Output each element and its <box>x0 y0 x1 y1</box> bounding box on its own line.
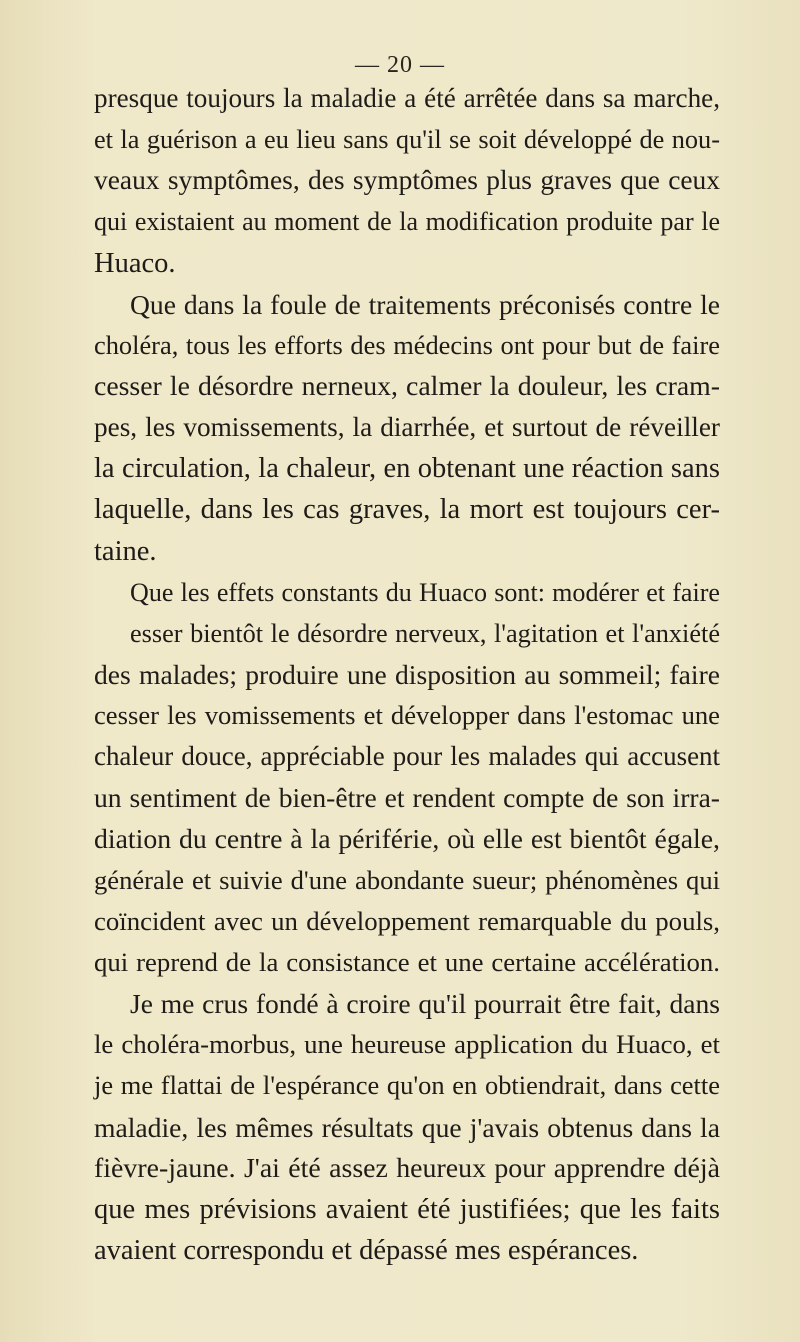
text-line: Que dans la foule de traitements préconisés contre le <box>130 288 720 320</box>
text-line: taine. <box>94 535 157 567</box>
text-line: cesser les vomissements et développer dans l'estomac une <box>94 700 720 731</box>
text-line: cesser le désordre nerneux, calmer la douleur, les cram- <box>94 370 720 402</box>
text-line: diation du centre à la périférie, où elle est bientôt égale, <box>94 823 720 855</box>
text-line: des malades; produire une disposition au sommeil; faire <box>94 658 720 690</box>
text-line: qui existaient au moment de la modification produite par le <box>94 207 720 237</box>
text-line: la circulation, la chaleur, en obtenant une réaction sans <box>94 453 720 485</box>
text-line: fièvre-jaune. J'ai été assez heureux pour apprendre déjà <box>94 1152 720 1184</box>
text-line: que mes prévisions avaient été justifiées; que les faits <box>94 1193 720 1225</box>
text-line: laquelle, dans les cas graves, la mort est toujours cer- <box>94 494 720 526</box>
text-line: chaleur douce, appréciable pour les malades qui accusent <box>94 741 720 772</box>
text-line: Huaco. <box>94 247 176 279</box>
text-line: Je me crus fondé à croire qu'il pourrait être fait, dans <box>130 988 720 1020</box>
text-line: veaux symptômes, des symptômes plus graves que ceux <box>94 165 720 196</box>
text-line: choléra, tous les efforts des médecins ont pour but de faire <box>94 329 720 360</box>
text-line: avaient correspondu et dépassé mes espérances. <box>94 1234 639 1266</box>
text-line: Que les effets constants du Huaco sont: modérer et faire <box>130 577 720 607</box>
text-line: presque toujours la maladie a été arrêtée dans sa marche, <box>94 83 720 113</box>
text-line: esser bientôt le désordre nerveux, l'agitation et l'anxiété <box>130 618 720 648</box>
text-line: générale et suivie d'une abondante sueur; phénomènes qui <box>94 864 720 895</box>
text-line: maladie, les mêmes résultats que j'avais obtenus dans la <box>94 1111 720 1143</box>
text-line: un sentiment de bien-être et rendent compte de son irra- <box>94 782 720 814</box>
text-line: qui reprend de la consistance et une certaine accélération. <box>94 946 720 977</box>
text-line: coïncident avec un développement remarquable du pouls, <box>94 905 720 936</box>
text-line: pes, les vomissements, la diarrhée, et surtout de réveiller <box>94 412 720 443</box>
page-number: — 20 — <box>355 52 445 78</box>
text-line: je me flattai de l'espérance qu'on en obtiendrait, dans cette <box>94 1070 720 1101</box>
text-line: et la guérison a eu lieu sans qu'il se soit développé de nou- <box>94 125 720 155</box>
body-text <box>94 78 720 1271</box>
text-line: le choléra-morbus, une heureuse application du Huaco, et <box>94 1029 720 1060</box>
